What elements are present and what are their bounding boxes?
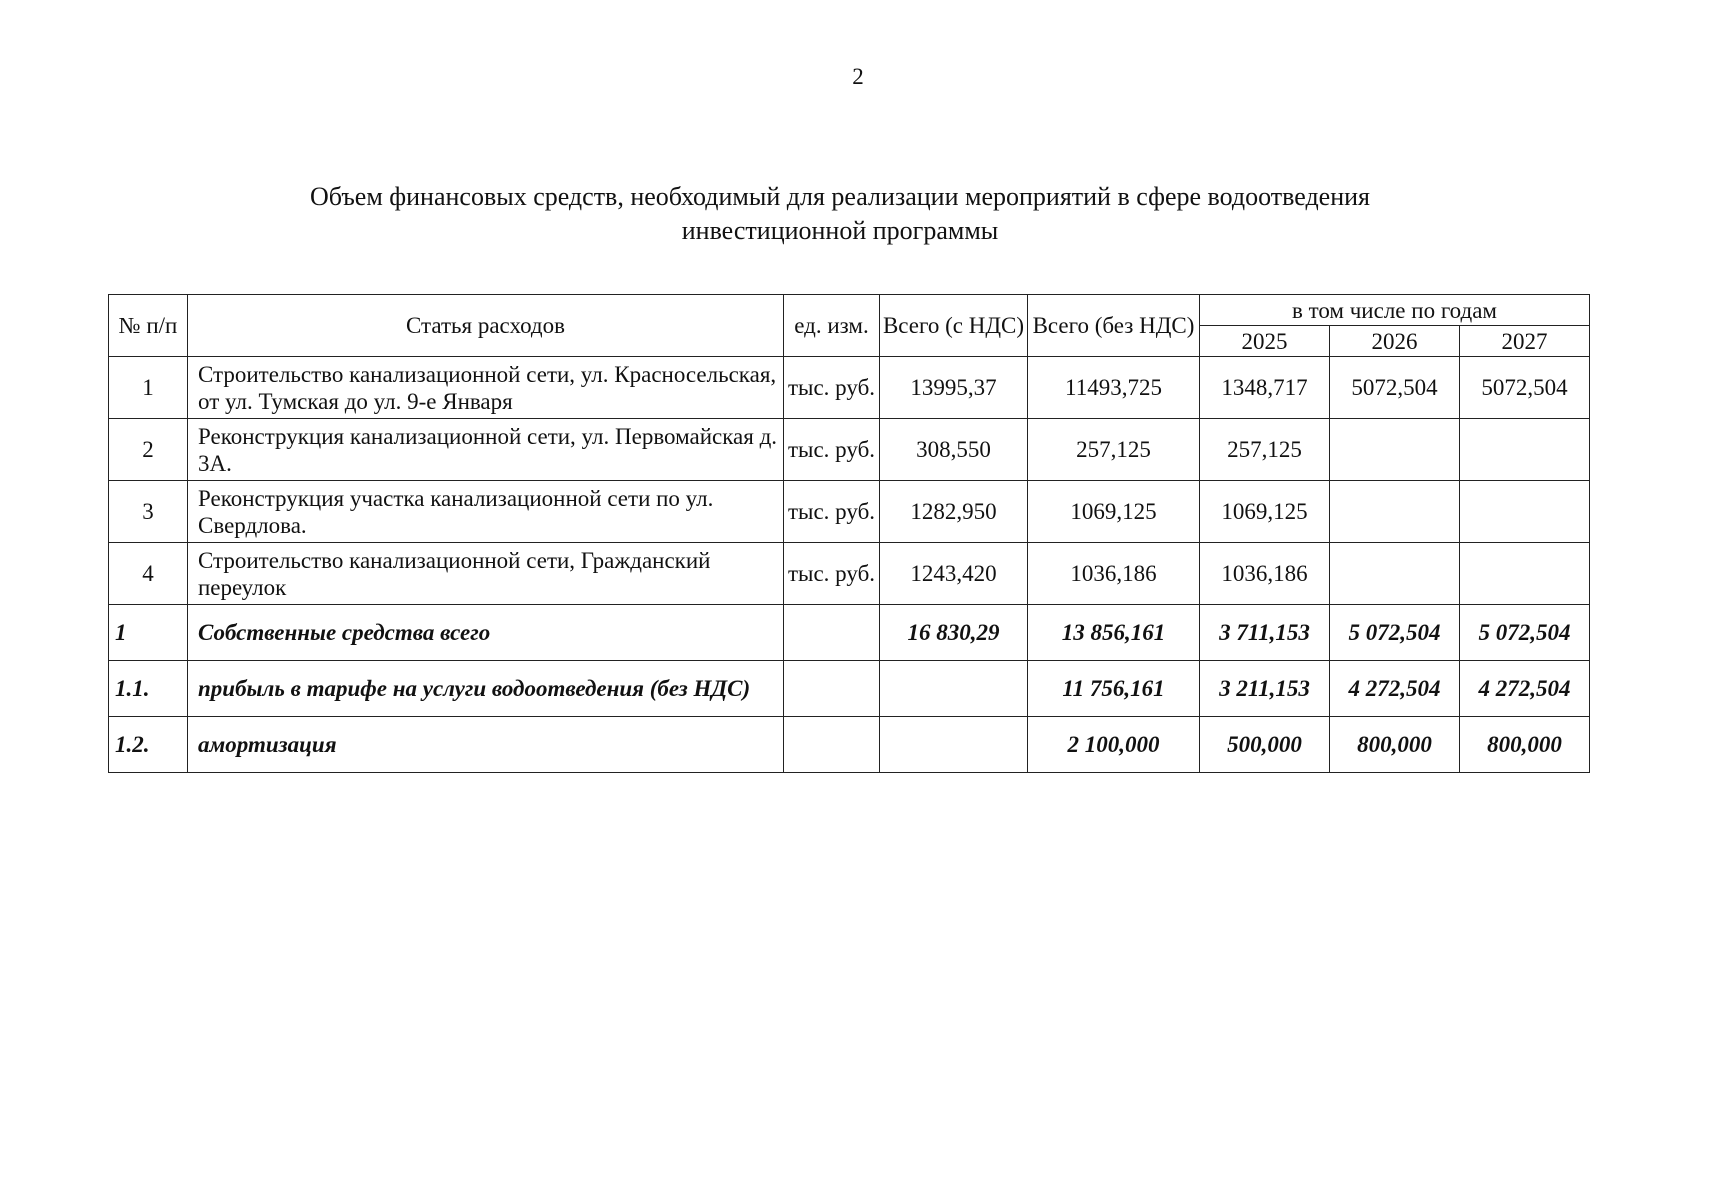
total-num: 1	[109, 605, 188, 661]
total-unit	[784, 717, 880, 773]
total-novat: 2 100,000	[1028, 717, 1200, 773]
total-novat: 13 856,161	[1028, 605, 1200, 661]
total-2027: 800,000	[1460, 717, 1590, 773]
total-unit	[784, 605, 880, 661]
row-2027	[1460, 481, 1590, 543]
row-2025: 1036,186	[1200, 543, 1330, 605]
total-name: Собственные средства всего	[188, 605, 784, 661]
row-total-novat: 1036,186	[1028, 543, 1200, 605]
total-2027: 5 072,504	[1460, 605, 1590, 661]
header-year-2027: 2027	[1460, 326, 1590, 357]
page-number: 2	[852, 64, 864, 89]
financing-table	[108, 294, 1590, 773]
row-name: Реконструкция канализационной сети, ул. Первомайская д. 3А.	[188, 419, 784, 481]
title-line-2: инвестиционной программы	[681, 216, 999, 245]
total-2026: 5 072,504	[1330, 605, 1460, 661]
table-row	[109, 481, 1590, 543]
table-row	[109, 543, 1590, 605]
table-row	[109, 357, 1590, 419]
row-total-novat: 257,125	[1028, 419, 1200, 481]
row-num: 4	[109, 543, 188, 605]
row-total-vat: 1243,420	[880, 543, 1028, 605]
row-unit: тыс. руб.	[784, 419, 880, 481]
row-total-novat: 11493,725	[1028, 357, 1200, 419]
total-unit	[784, 661, 880, 717]
header-year-2026: 2026	[1330, 326, 1460, 357]
row-2026	[1330, 543, 1460, 605]
row-unit: тыс. руб.	[784, 481, 880, 543]
total-2025: 500,000	[1200, 717, 1330, 773]
header-unit: ед. изм.	[784, 295, 880, 357]
row-name: Реконструкция участка канализационной сети по ул. Свердлова.	[188, 481, 784, 543]
total-2026: 800,000	[1330, 717, 1460, 773]
total-2025: 3 711,153	[1200, 605, 1330, 661]
row-2025: 1069,125	[1200, 481, 1330, 543]
row-num: 3	[109, 481, 188, 543]
row-total-novat: 1069,125	[1028, 481, 1200, 543]
row-unit: тыс. руб.	[784, 357, 880, 419]
row-total-vat: 13995,37	[880, 357, 1028, 419]
row-total-vat: 1282,950	[880, 481, 1028, 543]
total-row	[109, 605, 1590, 661]
row-name: Строительство канализационной сети, ул. Красносельская, от ул. Тумская до ул. 9-е Января	[188, 357, 784, 419]
document-title	[110, 180, 1570, 248]
row-num: 2	[109, 419, 188, 481]
header-by-years: в том числе по годам	[1200, 295, 1590, 326]
row-2027	[1460, 419, 1590, 481]
total-vat	[880, 661, 1028, 717]
row-2025: 257,125	[1200, 419, 1330, 481]
row-2026: 5072,504	[1330, 357, 1460, 419]
row-total-vat: 308,550	[880, 419, 1028, 481]
header-year-2025: 2025	[1200, 326, 1330, 357]
total-2025: 3 211,153	[1200, 661, 1330, 717]
row-2026	[1330, 419, 1460, 481]
title-line-1: Объем финансовых средств, необходимый для реализации мероприятий в сфере водоотведения	[309, 182, 1371, 211]
row-2027: 5072,504	[1460, 357, 1590, 419]
row-num: 1	[109, 357, 188, 419]
row-2026	[1330, 481, 1460, 543]
total-2026: 4 272,504	[1330, 661, 1460, 717]
header-total-novat: Всего (без НДС)	[1028, 295, 1200, 357]
total-row	[109, 717, 1590, 773]
total-num: 1.2.	[109, 717, 188, 773]
total-vat	[880, 717, 1028, 773]
table-row	[109, 419, 1590, 481]
header-row-1	[109, 295, 1590, 326]
header-num: № п/п	[109, 295, 188, 357]
row-2027	[1460, 543, 1590, 605]
header-total-vat: Всего (с НДС)	[880, 295, 1028, 357]
row-2025: 1348,717	[1200, 357, 1330, 419]
row-name: Строительство канализационной сети, Гражданский переулок	[188, 543, 784, 605]
total-name: прибыль в тарифе на услуги водоотведения (без НДС)	[188, 661, 784, 717]
total-2027: 4 272,504	[1460, 661, 1590, 717]
header-item: Статья расходов	[188, 295, 784, 357]
total-novat: 11 756,161	[1028, 661, 1200, 717]
total-row	[109, 661, 1590, 717]
total-name: амортизация	[188, 717, 784, 773]
row-unit: тыс. руб.	[784, 543, 880, 605]
total-vat: 16 830,29	[880, 605, 1028, 661]
total-num: 1.1.	[109, 661, 188, 717]
